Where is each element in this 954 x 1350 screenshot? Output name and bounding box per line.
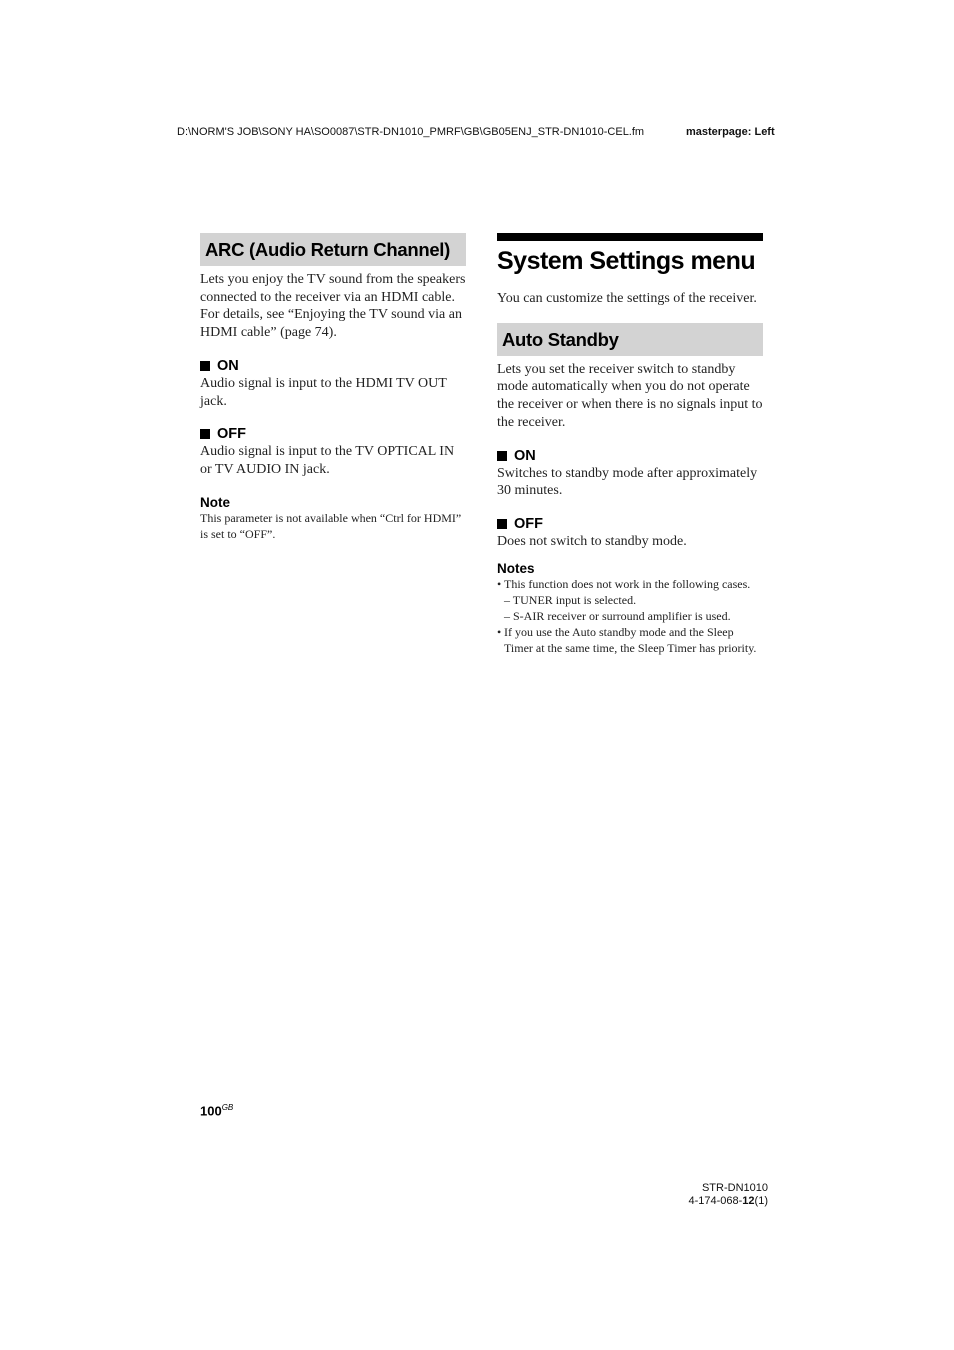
square-bullet-icon <box>497 451 507 461</box>
arc-on-subheading <box>200 357 466 375</box>
arc-note-title: Note <box>200 494 230 510</box>
note-item-text: This function does not work in the following cases. <box>504 576 751 591</box>
model-name: STR-DN1010 <box>701 1182 768 1194</box>
auto-standby-notes-title: Notes <box>497 560 535 576</box>
square-bullet-icon <box>200 361 210 371</box>
list-item <box>497 624 763 656</box>
square-bullet-icon <box>200 429 210 439</box>
note-item-text: If you use the Auto standby mode and the Sleep Timer at the same time, the Sleep Timer has priority. <box>504 624 757 655</box>
bullet-dot-icon: • <box>497 576 502 591</box>
arc-note-text: This parameter is not available when “Ctrl for HDMI” is set to “OFF”. <box>200 510 462 541</box>
arc-off-subheading <box>200 425 466 443</box>
page-number-suffix: GB <box>221 1103 234 1112</box>
left-column <box>200 233 466 542</box>
auto-standby-notes-list <box>497 576 763 656</box>
system-settings-intro: You can customize the settings of the receiver. <box>497 291 757 306</box>
arc-off-text: Audio signal is input to the TV OPTICAL IN or TV AUDIO IN jack. <box>200 444 455 477</box>
masterpage-label: masterpage: Left <box>686 126 775 138</box>
auto-standby-off-label: OFF <box>514 515 543 532</box>
auto-standby-description: Lets you set the receiver switch to standby mode automatically when you do not operate the receiver or when there is no signals input to the receiver. <box>497 361 763 430</box>
model-code-block <box>688 1182 768 1208</box>
document-code-prefix: 4-174-068- <box>688 1195 743 1207</box>
document-code-suffix: (1) <box>754 1195 768 1207</box>
page-number <box>200 1103 233 1118</box>
auto-standby-off-text: Does not switch to standby mode. <box>497 533 687 549</box>
file-path-header: D:\NORM'S JOB\SONY HA\SO0087\STR-DN1010_PMRF\GB\GB05ENJ_STR-DN1010-CEL.fm <box>177 126 645 138</box>
document-code-bold: 12 <box>742 1195 755 1207</box>
arc-on-label: ON <box>217 357 239 374</box>
document-code <box>688 1195 768 1208</box>
title-rule <box>497 233 763 241</box>
arc-off-label: OFF <box>217 426 246 443</box>
auto-standby-off-subheading <box>497 515 763 533</box>
section-heading-auto-standby: Auto Standby <box>497 323 763 356</box>
arc-intro-text: Lets you enjoy the TV sound from the speakers connected to the receiver via an HDMI cable. For details, see “Enjoying the TV sound via an HDMI cable” (page 74). <box>200 272 466 341</box>
bullet-dot-icon: • <box>497 624 502 639</box>
auto-standby-on-subheading <box>497 447 763 465</box>
right-column <box>497 233 763 656</box>
auto-standby-on-text: Switches to standby mode after approximately 30 minutes. <box>497 465 758 499</box>
list-item <box>497 576 763 592</box>
note-sub-item: – S-AIR receiver or surround amplifier is used. <box>504 608 731 623</box>
square-bullet-icon <box>497 519 507 529</box>
auto-standby-on-label: ON <box>514 447 536 464</box>
page-number-value: 100 <box>200 1103 222 1119</box>
arc-on-text: Audio signal is input to the HDMI TV OUT jack. <box>200 375 447 409</box>
note-sub-item: – TUNER input is selected. <box>504 592 637 607</box>
page-title: System Settings menu <box>497 247 756 275</box>
section-heading-arc: ARC (Audio Return Channel) <box>200 233 466 266</box>
